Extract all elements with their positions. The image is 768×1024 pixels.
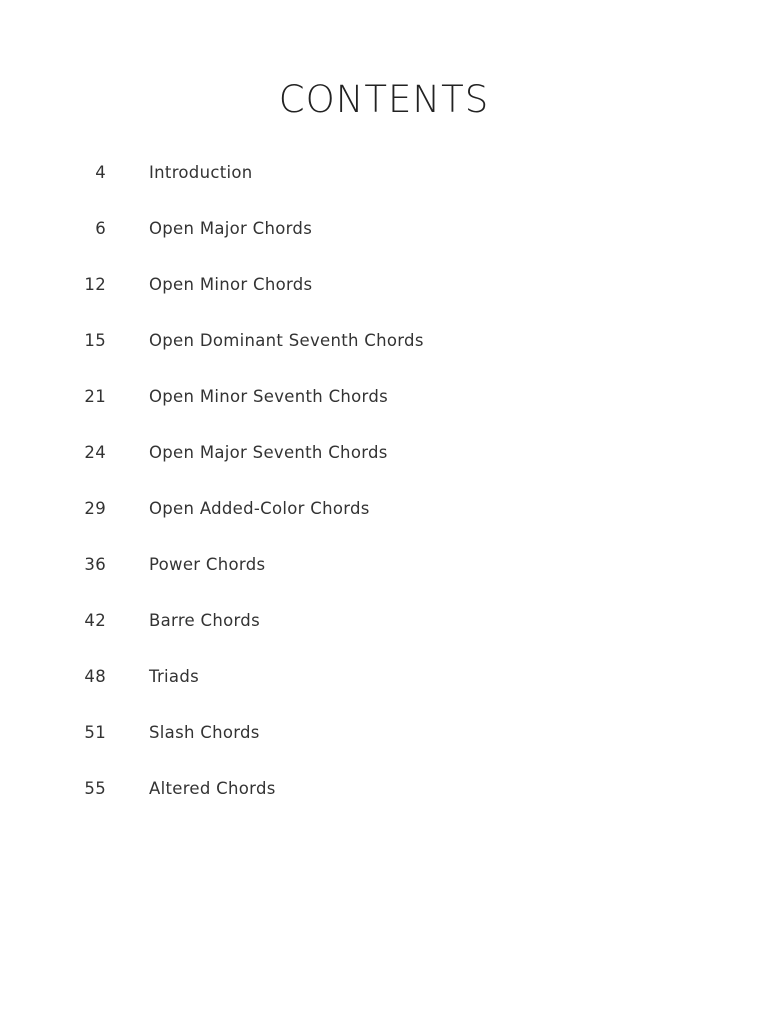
toc-entry[interactable] xyxy=(0,552,768,608)
toc-entry-title: Altered Chords xyxy=(149,779,276,798)
toc-entry-title: Slash Chords xyxy=(149,723,260,742)
toc-entry-title: Open Minor Chords xyxy=(149,275,313,294)
toc-page-number: 21 xyxy=(84,387,106,406)
toc-entry[interactable] xyxy=(0,160,768,216)
toc-page-number: 29 xyxy=(84,499,106,518)
toc-page-number: 6 xyxy=(95,219,106,238)
table-of-contents xyxy=(0,160,768,832)
toc-entry[interactable] xyxy=(0,272,768,328)
toc-entry-title: Barre Chords xyxy=(149,611,260,630)
toc-entry[interactable] xyxy=(0,496,768,552)
toc-entry[interactable] xyxy=(0,664,768,720)
toc-entry[interactable] xyxy=(0,776,768,832)
toc-page-number: 42 xyxy=(84,611,106,630)
toc-entry-title: Open Major Seventh Chords xyxy=(149,443,388,462)
toc-entry[interactable] xyxy=(0,328,768,384)
toc-page-number: 51 xyxy=(84,723,106,742)
toc-page-number: 48 xyxy=(84,667,106,686)
toc-entry-title: Open Major Chords xyxy=(149,219,313,238)
toc-entry-title: Introduction xyxy=(149,163,253,182)
toc-entry-title: Triads xyxy=(149,667,200,686)
toc-entry-title: Power Chords xyxy=(149,555,266,574)
toc-entry[interactable] xyxy=(0,720,768,776)
toc-entry[interactable] xyxy=(0,216,768,272)
toc-page-number: 24 xyxy=(84,443,106,462)
toc-page-number: 55 xyxy=(84,779,106,798)
page-title: CONTENTS xyxy=(278,78,490,121)
toc-page-number: 4 xyxy=(95,163,106,182)
toc-entry[interactable] xyxy=(0,440,768,496)
toc-entry-title: Open Added-Color Chords xyxy=(149,499,370,518)
toc-entry[interactable] xyxy=(0,384,768,440)
toc-page-number: 15 xyxy=(84,331,106,350)
toc-page-number: 12 xyxy=(84,275,106,294)
toc-page-number: 36 xyxy=(84,555,106,574)
toc-entry-title: Open Minor Seventh Chords xyxy=(149,387,389,406)
toc-entry[interactable] xyxy=(0,608,768,664)
toc-entry-title: Open Dominant Seventh Chords xyxy=(149,331,424,350)
